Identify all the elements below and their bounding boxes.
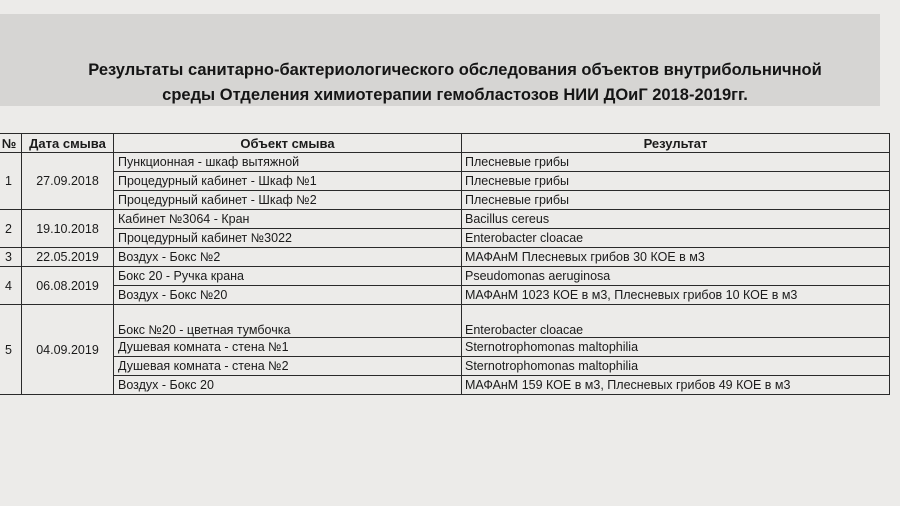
row-object: Душевая комната - стена №1 bbox=[114, 338, 462, 357]
row-date: 22.05.2019 bbox=[22, 248, 114, 267]
results-table bbox=[0, 133, 890, 395]
table-row bbox=[0, 305, 890, 338]
row-object: Процедурный кабинет №3022 bbox=[114, 229, 462, 248]
table-row bbox=[0, 172, 890, 191]
table-row bbox=[0, 210, 890, 229]
row-result: Bacillus cereus bbox=[462, 210, 890, 229]
row-number: 5 bbox=[0, 305, 22, 395]
document-title bbox=[40, 58, 870, 108]
row-object: Процедурный кабинет - Шкаф №2 bbox=[114, 191, 462, 210]
header-result: Результат bbox=[462, 134, 890, 153]
row-result: Enterobacter cloacae bbox=[462, 229, 890, 248]
row-result: МАФАнМ 1023 КОЕ в м3, Плесневых грибов 10 КОЕ в м3 bbox=[462, 286, 890, 305]
table-row bbox=[0, 229, 890, 248]
table-row bbox=[0, 191, 890, 210]
header-date: Дата смыва bbox=[22, 134, 114, 153]
row-number: 4 bbox=[0, 267, 22, 305]
row-result: Pseudomonas aeruginosa bbox=[462, 267, 890, 286]
row-number: 1 bbox=[0, 153, 22, 210]
table-row bbox=[0, 338, 890, 357]
table-row bbox=[0, 153, 890, 172]
table-row bbox=[0, 286, 890, 305]
header-row bbox=[0, 134, 890, 153]
header-num: № bbox=[0, 134, 22, 153]
row-object: Бокс 20 - Ручка крана bbox=[114, 267, 462, 286]
row-date: 27.09.2018 bbox=[22, 153, 114, 210]
row-result: Sternotrophomonas maltophilia bbox=[462, 338, 890, 357]
row-result: Sternotrophomonas maltophilia bbox=[462, 357, 890, 376]
table-row bbox=[0, 376, 890, 395]
row-object: Кабинет №3064 - Кран bbox=[114, 210, 462, 229]
row-number: 3 bbox=[0, 248, 22, 267]
row-result: Enterobacter cloacae bbox=[462, 305, 890, 338]
row-date: 04.09.2019 bbox=[22, 305, 114, 395]
title-line-1: Результаты санитарно-бактериологического обследования объектов внутрибольничной bbox=[88, 61, 822, 79]
row-date: 19.10.2018 bbox=[22, 210, 114, 248]
row-result: Плесневые грибы bbox=[462, 153, 890, 172]
row-object: Воздух - Бокс 20 bbox=[114, 376, 462, 395]
row-object: Бокс №20 - цветная тумбочка bbox=[114, 305, 462, 338]
row-result: МАФАнМ Плесневых грибов 30 КОЕ в м3 bbox=[462, 248, 890, 267]
row-object: Душевая комната - стена №2 bbox=[114, 357, 462, 376]
table-row bbox=[0, 248, 890, 267]
row-number: 2 bbox=[0, 210, 22, 248]
row-object: Воздух - Бокс №20 bbox=[114, 286, 462, 305]
row-date: 06.08.2019 bbox=[22, 267, 114, 305]
table-row bbox=[0, 357, 890, 376]
row-result: МАФАнМ 159 КОЕ в м3, Плесневых грибов 49 КОЕ в м3 bbox=[462, 376, 890, 395]
table-row bbox=[0, 267, 890, 286]
row-object: Воздух - Бокс №2 bbox=[114, 248, 462, 267]
row-object: Процедурный кабинет - Шкаф №1 bbox=[114, 172, 462, 191]
title-line-2: среды Отделения химиотерапии гемобластозов НИИ ДОиГ 2018-2019гг. bbox=[162, 86, 748, 104]
row-result: Плесневые грибы bbox=[462, 172, 890, 191]
row-object: Пункционная - шкаф вытяжной bbox=[114, 153, 462, 172]
header-object: Объект смыва bbox=[114, 134, 462, 153]
row-result: Плесневые грибы bbox=[462, 191, 890, 210]
